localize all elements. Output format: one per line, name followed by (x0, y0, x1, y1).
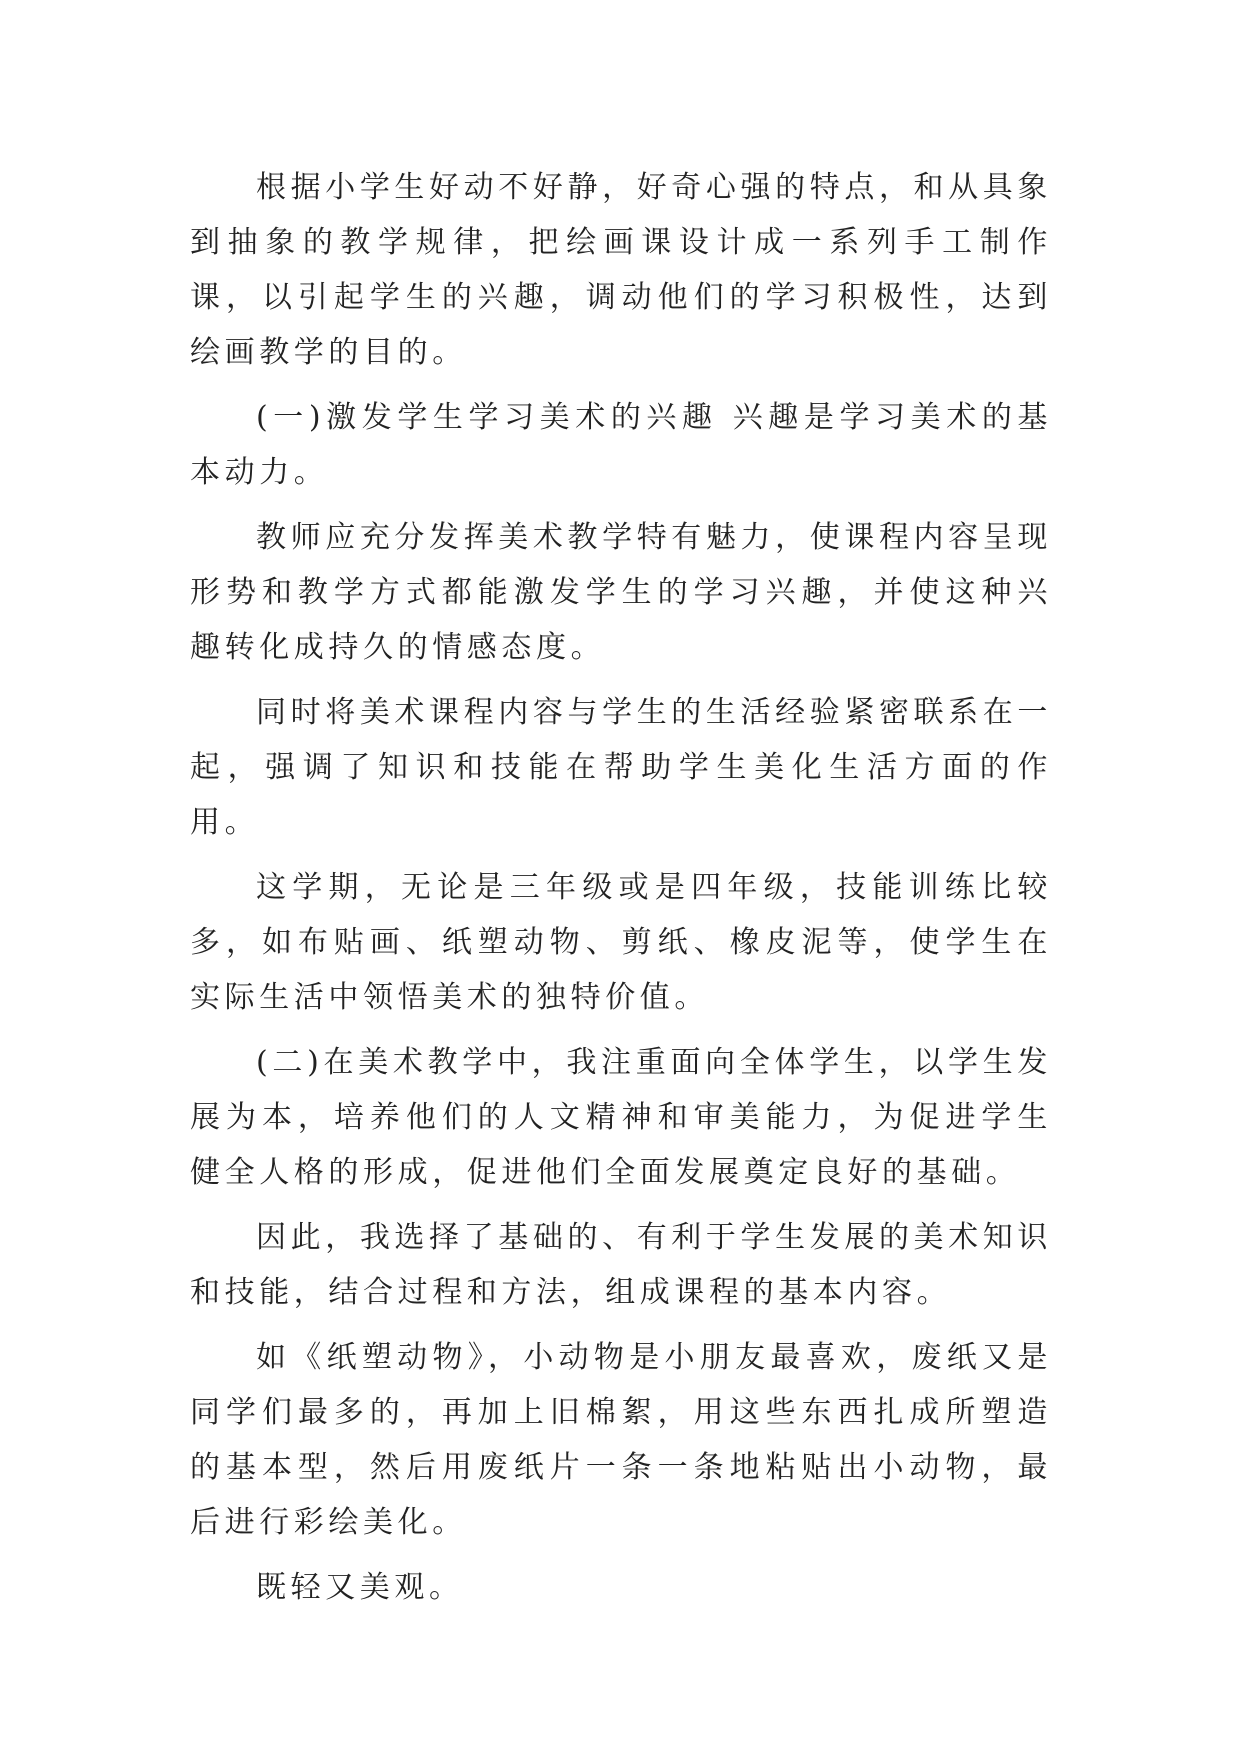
paragraph-1: 根据小学生好动不好静，好奇心强的特点，和从具象到抽象的教学规律，把绘画课设计成一系列手工制作课，以引起学生的兴趣，调动他们的学习积极性，达到绘画教学的目的。 (190, 170, 1052, 370)
paragraph-4: 同时将美术课程内容与学生的生活经验紧密联系在一起，强调了知识和技能在帮助学生美化生活方面的作用。 (190, 695, 1052, 840)
paragraph-2: (一)激发学生学习美术的兴趣 兴趣是学习美术的基本动力。 (190, 400, 1052, 490)
paragraph-8: 如《纸塑动物》，小动物是小朋友最喜欢，废纸又是同学们最多的，再加上旧棉絮，用这些东西扎成所塑造的基本型，然后用废纸片一条一条地粘贴出小动物，最后进行彩绘美化。 (190, 1340, 1052, 1540)
paragraph-3: 教师应充分发挥美术教学特有魅力，使课程内容呈现形势和教学方式都能激发学生的学习兴趣，并使这种兴趣转化成持久的情感态度。 (190, 520, 1052, 665)
document-body (190, 160, 1052, 1625)
paragraph-5: 这学期，无论是三年级或是四年级，技能训练比较多，如布贴画、纸塑动物、剪纸、橡皮泥等，使学生在实际生活中领悟美术的独特价值。 (190, 870, 1052, 1015)
paragraph-9: 既轻又美观。 (256, 1570, 464, 1605)
paragraph-7: 因此，我选择了基础的、有利于学生发展的美术知识和技能，结合过程和方法，组成课程的基本内容。 (190, 1220, 1052, 1310)
paragraph-6: (二)在美术教学中，我注重面向全体学生，以学生发展为本，培养他们的人文精神和审美能力，为促进学生健全人格的形成，促进他们全面发展奠定良好的基础。 (190, 1045, 1052, 1190)
